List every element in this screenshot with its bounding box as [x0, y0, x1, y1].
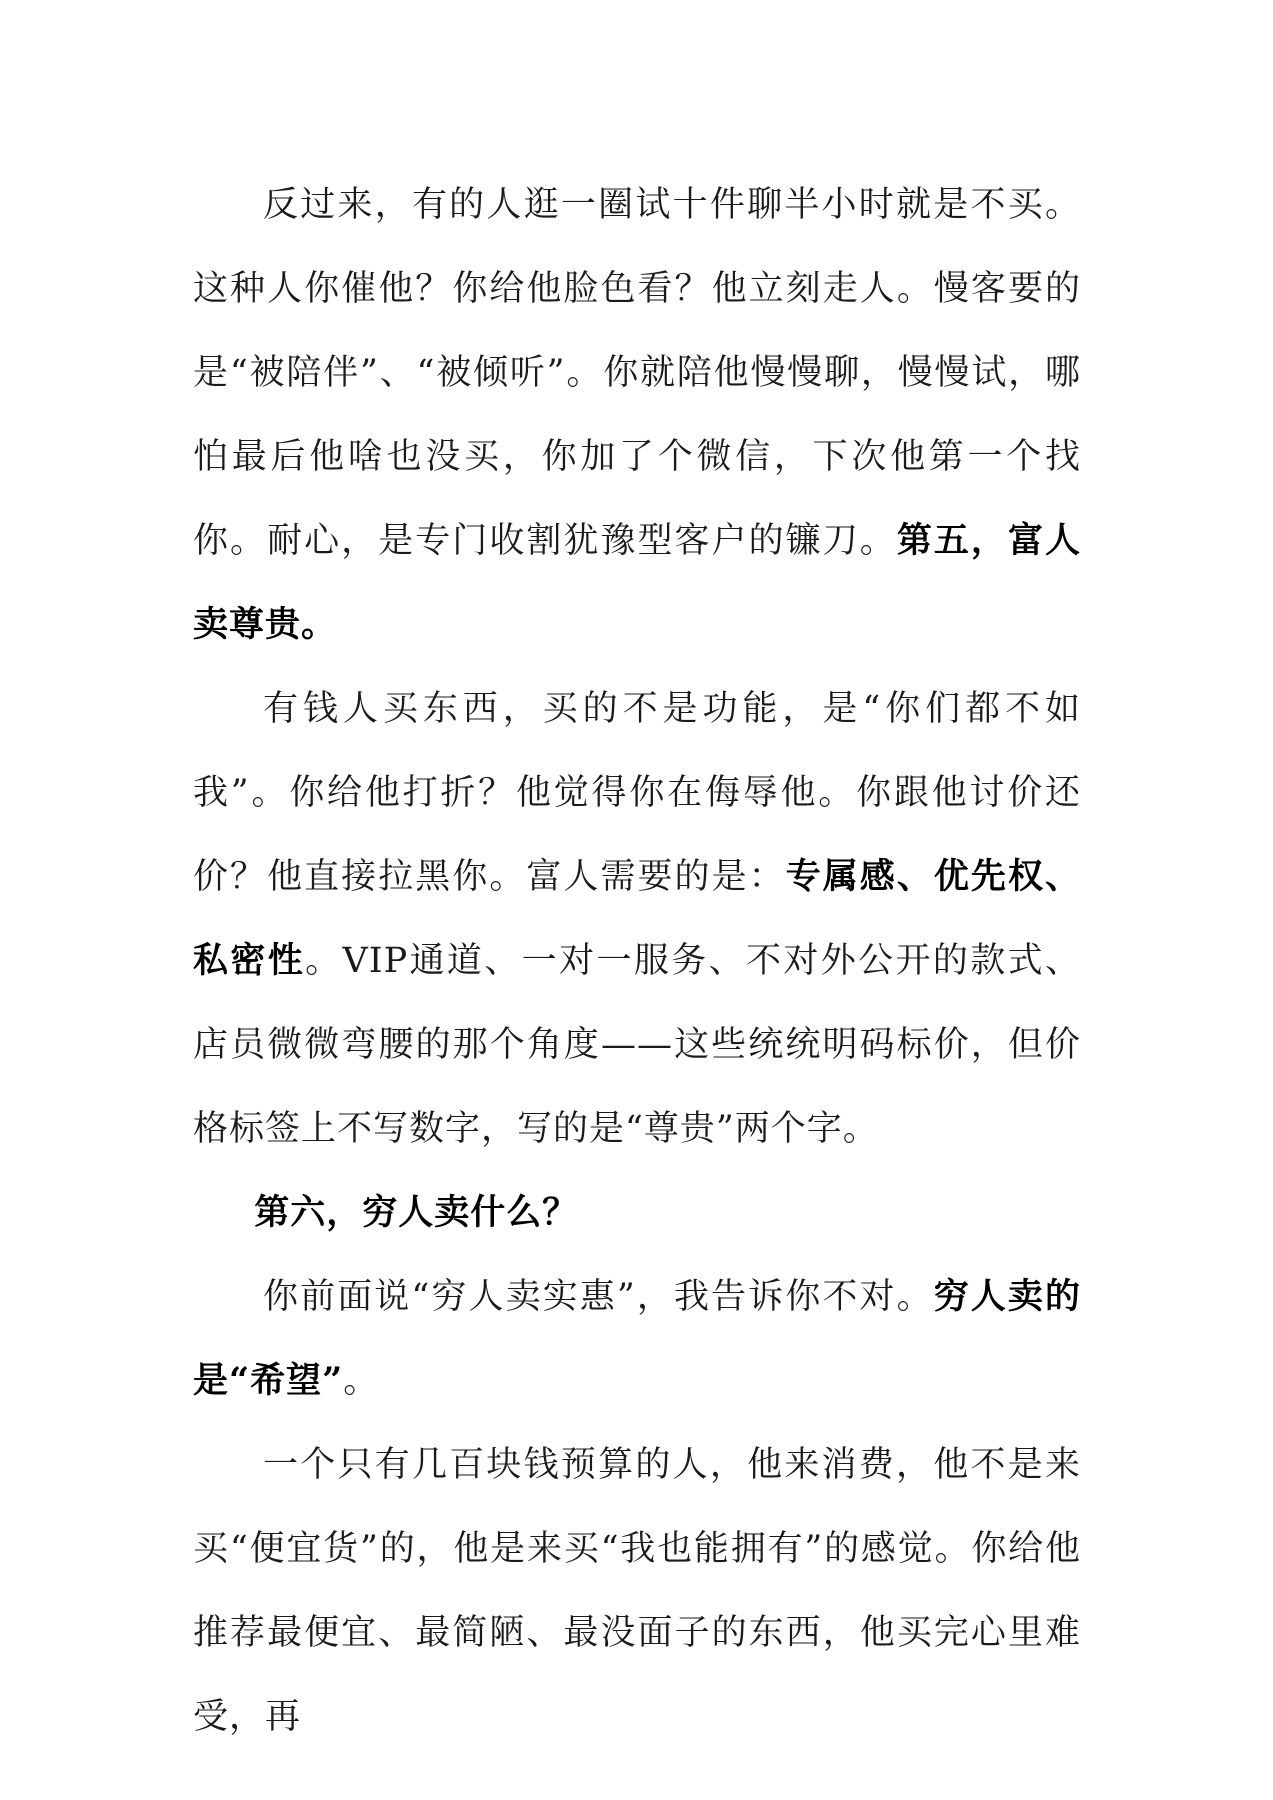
paragraph-text: 。 — [343, 1361, 380, 1401]
paragraph-bold-text: 穷人卖的是“希望” — [193, 1276, 1081, 1401]
paragraph-bold-text: 专属感、优先权、私密性 — [193, 856, 1081, 981]
paragraph-text: 一个只有几百块钱预算的人，他来消费，他不是来买“便宜货”的，他是来买“我也能拥有”的感觉。你给他推荐最便宜、最简陋、最没面子的东西，他买完心里难受，再 — [193, 1445, 1081, 1737]
paragraph-text: 反过来，有的人逛一圈试十件聊半小时就是不买。这种人你催他？你给他脸色看？他立刻走人。慢客要的是“被陪伴”、“被倾听”。你就陪他慢慢聊，慢慢试，哪怕最后他啥也没买，你加了个微信，下次他第一个找你。耐心，是专门收割犹豫型客户的镰刀。 — [193, 185, 1081, 561]
document-body — [193, 163, 1081, 1759]
paragraph-poor-hope — [193, 1255, 1081, 1423]
paragraph-text: 。VIP通道、一对一服务、不对外公开的款式、店员微微弯腰的那个角度——这些统统明码标价，但价格标签上不写数字，写的是“尊贵”两个字。 — [193, 941, 1081, 1149]
paragraph-text: 你前面说“穷人卖实惠”，我告诉你不对。 — [263, 1277, 934, 1317]
paragraph-text: 有钱人买东西，买的不是功能，是“你们都不如我”。你给他打折？他觉得你在侮辱他。你跟他讨价还价？他直接拉黑你。富人需要的是： — [193, 689, 1081, 897]
section-heading: 第六，穷人卖什么？ — [254, 1192, 579, 1233]
paragraph-patience — [193, 163, 1081, 667]
paragraph-budget — [193, 1423, 1081, 1759]
paragraph-bold-text: 第五，富人卖尊贵。 — [193, 520, 1081, 645]
paragraph-rich — [193, 667, 1081, 1171]
